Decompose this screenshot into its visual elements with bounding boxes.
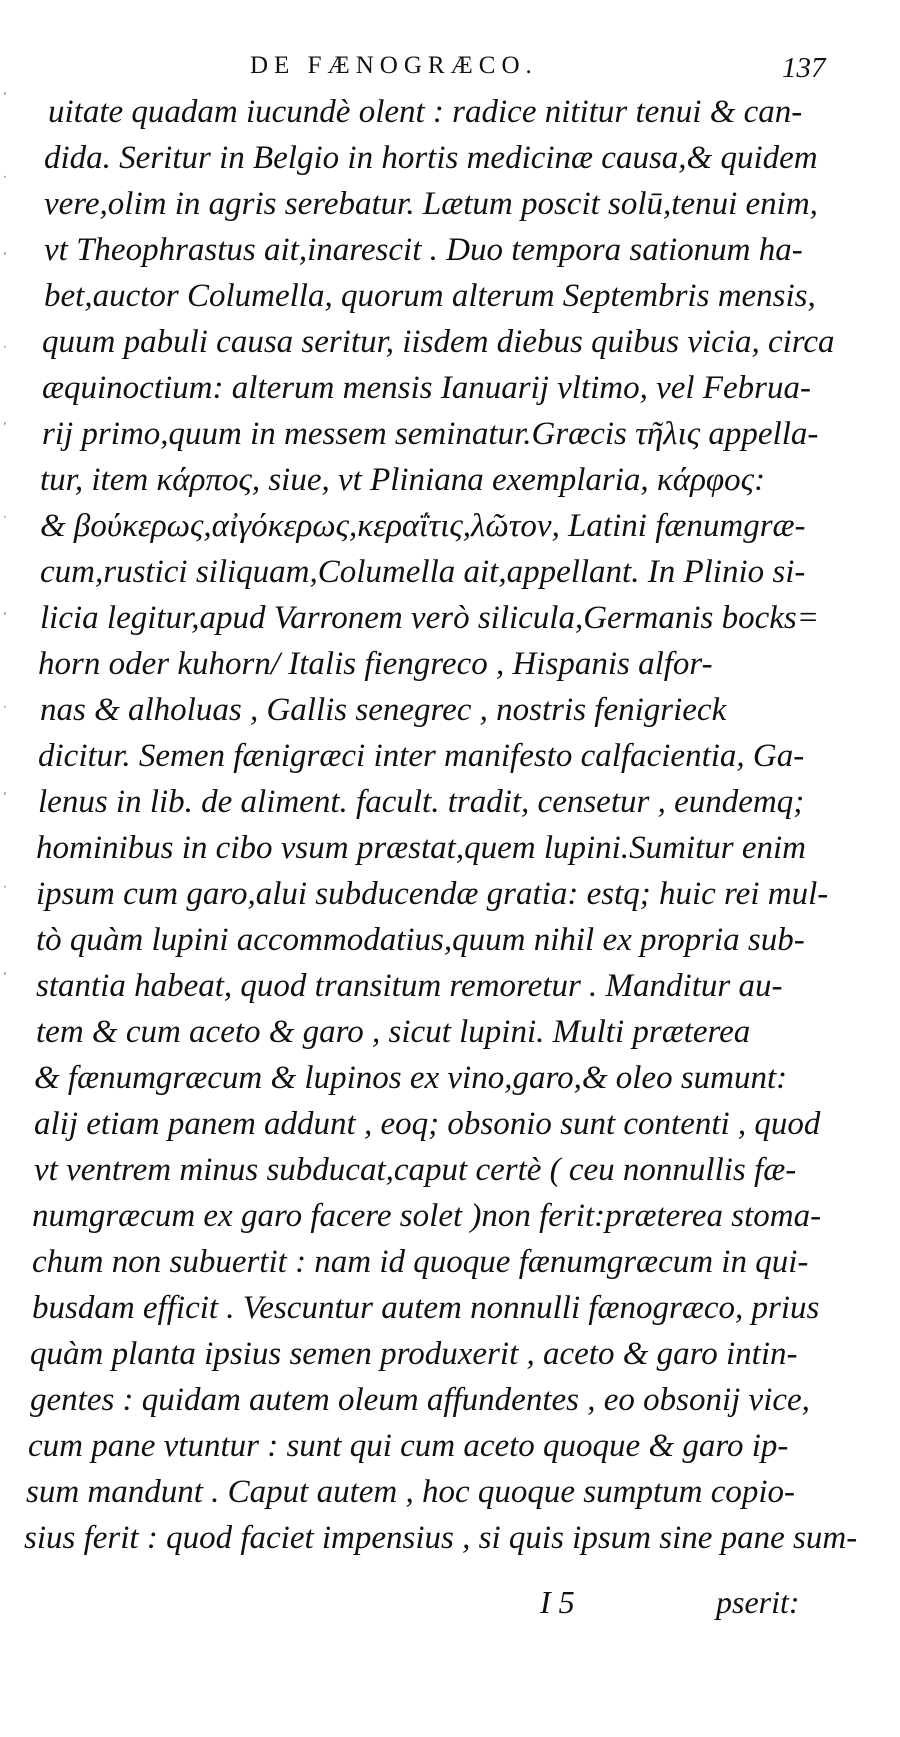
text-line: & fænumgræcum & lupinos ex vino,garo,& oleo sumunt: [34,1060,788,1096]
gutter-mark: · [3,880,7,894]
text-line: vt ventrem minus subducat,caput certè ( ceu nonnullis fæ- [34,1152,797,1188]
gutter-mark: ʼ [3,970,7,984]
text-line: nas & alholuas , Gallis senegrec , nostris fenigrieck [40,692,727,728]
text-line: numgræcum ex garo facere solet )non ferit:præterea stoma- [32,1198,822,1234]
text-line: vt Theophrastus ait,inarescit . Duo tempora sationum ha- [44,232,803,268]
gutter-mark: ʼ [3,250,7,264]
text-line: quàm planta ipsius semen produxerit , aceto & garo intin- [30,1336,798,1372]
gutter-mark: · [3,170,7,184]
text-line: vere,olim in agris serebatur. Lætum poscit solū,tenui enim, [44,186,818,222]
text-line: stantia habeat, quod transitum remoretur . Manditur au- [36,968,783,1004]
text-line: alij etiam panem addunt , eoq; obsonio sunt contenti , quod [34,1106,821,1142]
text-line: æquinoctium: alterum mensis Ianuarij vltimo, vel Februa- [42,370,811,406]
text-line: licia legitur,apud Varronem verò silicula,Germanis bocks= [40,600,820,636]
text-line: sius ferit : quod faciet impensius , si quis ipsum sine pane sum- [24,1520,858,1556]
text-line: chum non subuertit : nam id quoque fænumgræcum in qui- [32,1244,809,1280]
gutter-mark: ʼ [3,610,7,624]
text-line: cum pane vtuntur : sunt qui cum aceto quoque & garo ip- [28,1428,789,1464]
page-number: 137 [782,52,826,84]
text-line: bet,auctor Columella, quorum alterum Septembris mensis, [44,278,816,314]
gutter-marks [0,90,16,1030]
text-line: tò quàm lupini accommodatius,quum nihil ex propria sub- [36,922,805,958]
signature-mark: I 5 [540,1584,575,1620]
catchword: pserit: [716,1584,800,1620]
text-line: hominibus in cibo vsum præstat,quem lupini.Sumitur enim [36,830,806,866]
text-line: lenus in lib. de aliment. facult. tradit, censetur , eundemq; [38,784,805,820]
gutter-mark: ʼ [3,790,7,804]
text-line: cum,rustici siliquam,Columella ait,appellant. In Plinio si- [40,554,806,590]
running-header: DE FÆNOGRÆCO. [250,52,538,79]
text-line: dida. Seritur in Belgio in hortis medicinæ causa,& quidem [44,140,818,176]
gutter-mark: ʼ [3,420,7,434]
gutter-mark: ʼ [3,90,7,104]
gutter-mark: · [3,700,7,714]
page-footer [0,1584,900,1628]
text-line: busdam efficit . Vescuntur autem nonnulli fænogræco, prius [32,1290,820,1326]
text-line: tem & cum aceto & garo , sicut lupini. Multi præterea [36,1014,751,1050]
text-line: rij primo,quum in messem seminatur.Græcis τῆλις appella- [42,416,819,452]
text-line: sum mandunt . Caput autem , hoc quoque sumptum copio- [26,1474,796,1510]
text-line: & βούκερως,αἰγόκερως,κεραΐτις,λῶτον, Latini fænumgræ- [40,508,806,544]
text-line: uitate quadam iucundè olent : radice nititur tenui & can- [48,94,803,130]
text-line: tur, item κάρπος, siue, vt Pliniana exemplaria, κάρφος: [40,462,766,498]
gutter-mark: · [3,510,7,524]
text-line: ipsum cum garo,alui subducendæ gratia: estq; huic rei mul- [36,876,829,912]
text-line: gentes : quidam autem oleum affundentes , eo obsonij vice, [30,1382,810,1418]
text-line: horn oder kuhorn/ Italis fiengreco , Hispanis alfor- [38,646,713,682]
text-line: quum pabuli causa seritur, iisdem diebus quibus vicia, circa [42,324,835,360]
gutter-mark: · [3,340,7,354]
text-line: dicitur. Semen fænigræci inter manifesto calfacientia, Ga- [38,738,805,774]
